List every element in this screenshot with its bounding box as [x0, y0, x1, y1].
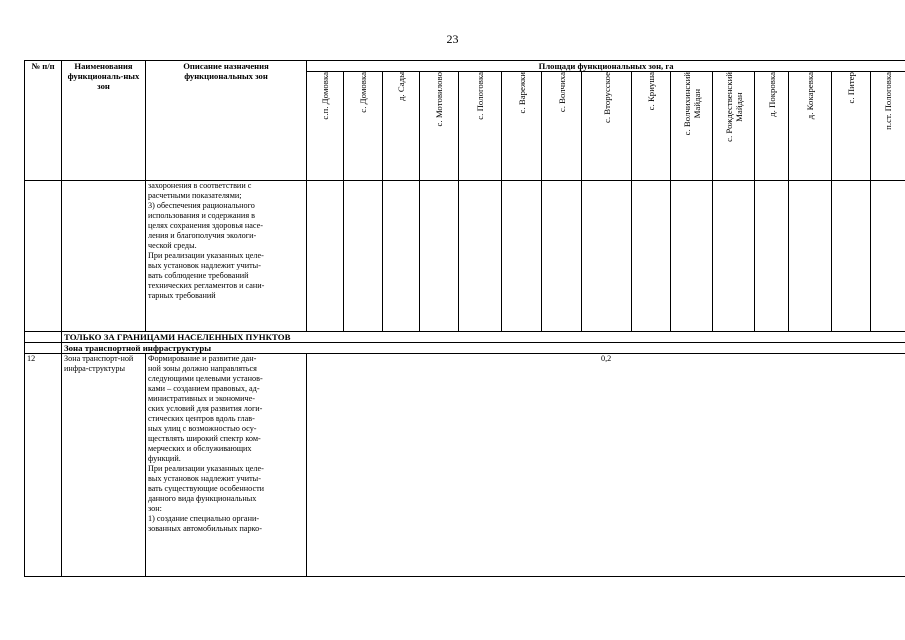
zone-header: [789, 72, 832, 181]
description-line: вать существующие особенности: [148, 484, 265, 493]
row-name-cell: [62, 181, 146, 332]
area-cell: [832, 181, 871, 332]
table-row: [25, 354, 905, 577]
description-line: захоронения в соответствии с: [148, 181, 252, 190]
description-line: использования и содержания в: [148, 211, 255, 220]
zone-header: [755, 72, 789, 181]
zone-header: [502, 72, 542, 181]
zone-header-label: с. Волчиха: [556, 72, 567, 113]
header-zone-name: Наименования функциональ-ных зон: [62, 61, 146, 181]
zone-header-label: д. Сады: [396, 72, 406, 102]
area-cell: [713, 181, 755, 332]
description-line: При реализации указанных целе-: [148, 251, 264, 260]
header-areas-group: Площади функциональных зон, га: [307, 61, 905, 72]
zone-header-label: д. Покровка: [766, 72, 777, 117]
zone-header-label: с. Криуша: [646, 72, 656, 111]
zone-header-label: с. Рождественский Майдан: [723, 72, 744, 142]
zone-header-label: с. Вторусское: [601, 72, 612, 124]
zone-header: [459, 72, 502, 181]
description-line: вых установок надлежит учиты-: [148, 261, 261, 270]
zone-header-label: д. Кокаревка: [805, 72, 815, 120]
zone-header: [542, 72, 582, 181]
zone-area-value: 0,2: [307, 354, 905, 577]
area-cell: [459, 181, 502, 332]
header-number: № п/п: [25, 61, 62, 181]
area-cell: [344, 181, 383, 332]
area-cell: [755, 181, 789, 332]
description-line: ческой среды.: [148, 241, 197, 250]
area-cell: [383, 181, 420, 332]
section-row: [25, 343, 905, 354]
header-row-1: [25, 61, 905, 72]
area-cell: [307, 181, 344, 332]
description-line: 3) обеспечения рационального: [148, 201, 255, 210]
area-cell: [632, 181, 671, 332]
description-line: вых установок надлежит учиты-: [148, 474, 261, 483]
section-spacer-cell: [25, 343, 62, 354]
description-line: ских условий для развития логи-: [148, 404, 263, 413]
area-cell: [789, 181, 832, 332]
description-line: ками – созданием правовых, ад-: [148, 384, 260, 393]
area-cell: [502, 181, 542, 332]
description-line: стических центров вдоль глав-: [148, 414, 255, 423]
zone-header: [832, 72, 871, 181]
zone-header: [307, 72, 344, 181]
zone-header: [871, 72, 905, 181]
zone-header: [383, 72, 420, 181]
description-line: ществлять широкий спектр ком-: [148, 434, 261, 443]
section-header-transport-zone: Зона транспортной инфраструктуры: [62, 343, 905, 354]
description-line: ления и благополучия экологи-: [148, 231, 257, 240]
functional-zones-table: [24, 60, 905, 577]
table-row: [25, 181, 905, 332]
description-line: следующими целевыми установ-: [148, 374, 263, 383]
zone-header: [632, 72, 671, 181]
description-line: ной зоны должно направляться: [148, 364, 257, 373]
zone-header-label: с. Варежки: [516, 72, 527, 114]
description-line: Формирование и развитие дан-: [148, 354, 257, 363]
zone-header: [582, 72, 632, 181]
row-name-cell: Зона транспорт-ной инфра-структуры: [62, 354, 146, 577]
area-cell: [582, 181, 632, 332]
row-description-cell: [146, 181, 307, 332]
section-spacer-cell: [25, 332, 62, 343]
zone-header-label: с. Питер: [846, 72, 856, 104]
zone-header-label: п.ст. Пологовка: [883, 72, 894, 130]
zone-header-label: с. Пологовка: [475, 72, 485, 120]
page-number: 23: [446, 32, 459, 46]
description-line: технических регламентов и сани-: [148, 281, 265, 290]
zone-header: [344, 72, 383, 181]
zone-header-label: с. Домовка: [358, 72, 368, 113]
zone-header: [420, 72, 459, 181]
description-line: 1) создание специально органи-: [148, 514, 260, 523]
row-number-cell: 12: [25, 354, 62, 577]
description-line: функций.: [148, 454, 181, 463]
zone-header-label: с. Волчихинский Майдан: [681, 72, 702, 136]
description-line: целях сохранения здоровья насе-: [148, 221, 264, 230]
description-line: тарных требований: [148, 291, 216, 300]
header-zone-description: Описание назначения функциональных зон: [146, 61, 307, 181]
description-line: мерческих и обслуживающих: [148, 444, 252, 453]
description-line: При реализации указанных целе-: [148, 464, 264, 473]
area-cell: [871, 181, 905, 332]
row-number-cell: [25, 181, 62, 332]
description-line: расчетными показателями;: [148, 191, 242, 200]
area-cell: [420, 181, 459, 332]
description-line: зон:: [148, 504, 162, 513]
description-line: вать соблюдение требований: [148, 271, 249, 280]
area-cell: [671, 181, 713, 332]
description-line: министративных и экономиче-: [148, 394, 255, 403]
description-line: данного вида функциональных: [148, 494, 257, 503]
row-description-cell: [146, 354, 307, 577]
zone-header: [671, 72, 713, 181]
zone-header-label: с. Мотовилово: [434, 72, 444, 127]
zone-header: [713, 72, 755, 181]
zone-header-label: с.п. Домовка: [320, 72, 330, 120]
area-cell: [542, 181, 582, 332]
section-header-outside-settlements: ТОЛЬКО ЗА ГРАНИЦАМИ НАСЕЛЕННЫХ ПУНКТОВ: [62, 332, 905, 343]
section-row: [25, 332, 905, 343]
description-line: ных улиц с возможностью осу-: [148, 424, 257, 433]
description-line: зованных автомобильных парко-: [148, 524, 262, 533]
